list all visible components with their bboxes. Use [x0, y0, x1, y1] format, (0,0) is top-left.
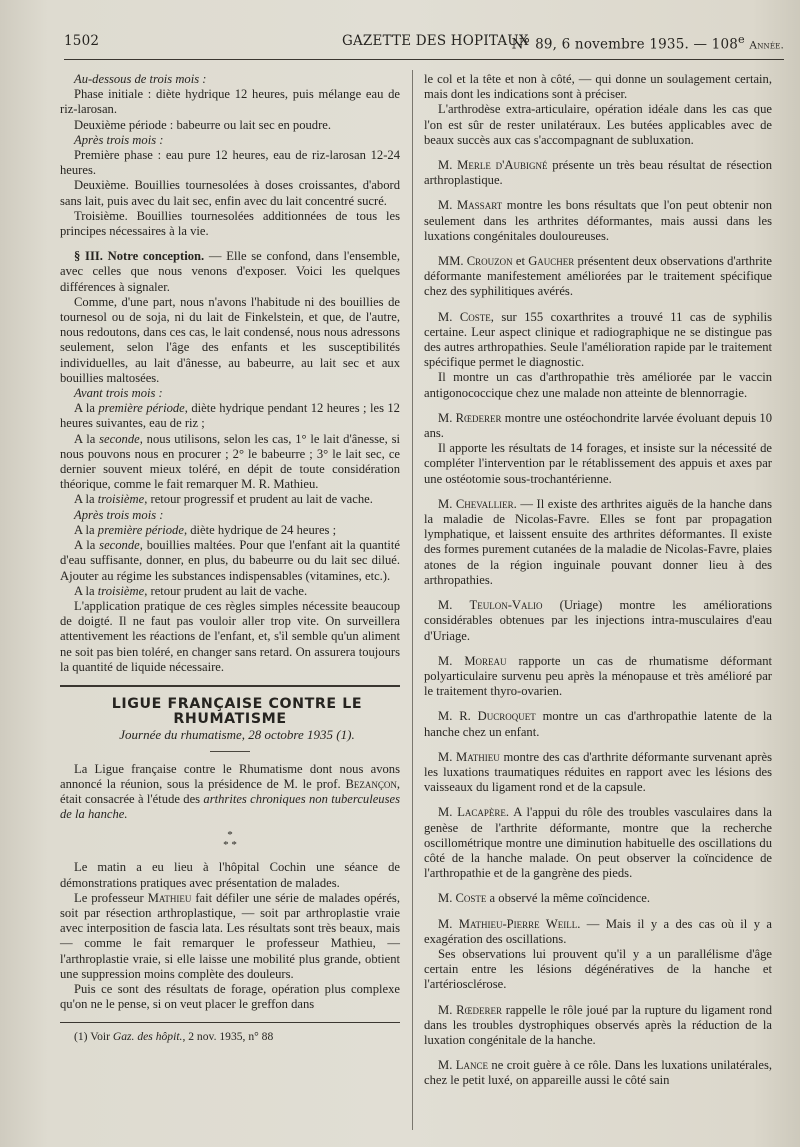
paragraph: Première phase : eau pure 12 heures, eau de riz-larosan 12-24 heures. — [60, 148, 400, 178]
paragraph: Au-dessous de trois mois : — [74, 72, 207, 86]
short-rule — [210, 751, 250, 752]
paragraph: Puis ce sont des résultats de forage, opération plus complexe qu'on ne le pense, si on veut placer le greffon dans — [60, 981, 400, 1012]
header-rule — [64, 59, 784, 60]
paragraph: Troisième. Bouillies tournesolées additionnées de tous les principes nécessaires à la vie. — [60, 208, 400, 239]
asterism: * * * — [223, 829, 237, 852]
footnote-rule — [60, 1022, 400, 1023]
paragraph: Avant trois mois : — [74, 386, 163, 401]
page-number: 1502 — [64, 33, 100, 49]
paragraph: Phase initiale : diète hydrique 12 heures, puis mélange eau de riz-larosan. — [60, 87, 400, 117]
paragraph: Il apporte les résultats de 14 forages, et insiste sur la nécessité de compléter l'intervention par le rétablissement des appuis et axes par une ostéotomie sous-trochantérienne. — [424, 441, 772, 486]
paragraph: Il montre un cas d'arthropathie très améliorée par le vaccin antigonococcique chez une malade non atteinte de blennorragie. — [424, 370, 772, 400]
paragraph: M. R. Ducroquet montre un cas d'arthropathie latente de la hanche chez un enfant. — [424, 709, 772, 739]
issue-info: N° 89, 6 novembre 1935. — 108e Année. — [511, 33, 784, 53]
paragraph: M. Lacapère. A l'appui du rôle des troubles vasculaires dans la genèse de l'arthrite déformante, montre que la recherche oscillométrique montre une diminution habituelle des oscillations du côté de la hanche malade. On peut observer la coïncidence de l'arthropathie et de la gangrène des pieds. — [424, 805, 772, 881]
journal-title: GAZETTE DES HOPITAUX — [342, 33, 529, 49]
paragraph: Après trois mois : — [74, 507, 164, 522]
paragraph: M. Moreau rapporte un cas de rhumatisme déformant polyarticulaire survenu peu après la ménopause et très amélioré par le traitement thyro-ovarien. — [424, 653, 772, 699]
paragraph: A la première période, diète hydrique pendant 12 heures ; les 12 heures suivantes, eau de riz ; — [60, 401, 400, 431]
paragraph: le col et la tête et non à côté, — qui donne un soulagement certain, mais dont les indications sont à préciser. — [424, 72, 772, 102]
paragraph: M. Rœderer montre une ostéochondrite larvée évoluant depuis 10 ans. — [424, 410, 772, 441]
paragraph: L'arthrodèse extra-articulaire, opération idéale dans les cas que l'on est sûr de rester unilatéraux. Les butées applicables avec de beaux succès aux cas s'accompagnant de subluxation. — [424, 102, 772, 147]
paragraph: A la première période, diète hydrique de 24 heures ; — [74, 522, 337, 537]
paragraph: Comme, d'une part, nous n'avons l'habitude ni des bouillies de tournesol ou de soja, ni du lait de Finkelstein, et que, de l'autre, nous redoutons, dans ces cas, le lait condensé, nous nous adressons seulement, selon l'âge des enfants et les susceptibilités individuelles, au lait d'ânesse, au babeurre, au lait sec et aux bouillies maltosées. — [60, 294, 400, 385]
paragraph: A la troisième, retour progressif et prudent au lait de vache. — [74, 492, 373, 507]
paragraph: Ses observations lui prouvent qu'il y a un parallélisme d'âge certain entre les lésions dégénératives de la hanche et l'artériosclérose. — [424, 946, 772, 992]
paragraph: M. Mathieu-Pierre Weill. — Mais il y a des cas où il y a exagération des oscillations. — [424, 916, 773, 946]
section-heading-paragraph: § III. Notre conception. — Elle se confond, dans l'ensemble, avec celles que nous venons d'exposer. Voici les quelques différences à signaler. — [60, 249, 400, 294]
paragraph: M. Merle d'Aubigné présente un très beau résultat de résection arthroplastique. — [424, 158, 773, 188]
paragraph: M. Chevallier. — Il existe des arthrites aiguës de la hanche dans la maladie de Nicolas-Favre. Elles se font par propagation lymphatique, et laissent ensuite des arthrites déformantes. Il existe des formes purement cutanées de la maladie de Nicolas-Favre, plaies atones de la région inguinale pouvant donner lieu à des arthropathies. — [424, 496, 772, 587]
section-subtitle: Journée du rhumatisme, 28 octobre 1935 (1). — [119, 727, 355, 743]
section-rule — [60, 685, 400, 687]
paragraph: M. Coste, sur 155 coxarthrites a trouvé 11 cas de syphilis certaine. Leur aspect clinique et radiographique ne se distingue pas des autres arthropathies. Seule l'amélioration rapide par le traitement spécifique permet le diagnostic. — [424, 309, 772, 370]
paragraph: L'application pratique de ces règles simples nécessite beaucoup de doigté. Il ne faut pas vouloir aller trop vite. On surveillera attentivement les réactions de l'enfant, et, s'il semble qu'un aliment ne soit pas bien toléré, en changer sans retard. On assurera toujours la quantité de liquide nécessaire. — [60, 598, 400, 674]
paragraph: Le matin a eu lieu à l'hôpital Cochin une séance de démonstrations pratiques avec présentation de malades. — [60, 860, 400, 890]
paragraph: La Ligue française contre le Rhumatisme dont nous avons annoncé la réunion, sous la présidence de M. le prof. Bezançon, était consacrée à l'étude des arthrites chroniques non tuberculeuses de la hanche. — [60, 761, 400, 822]
left-column — [60, 72, 400, 1045]
paragraph: M. Massart montre les bons résultats que l'on peut obtenir non seulement dans les arthrites déformantes, mais aussi dans les luxations congénitales douloureuses. — [424, 198, 772, 243]
page-header — [64, 33, 784, 55]
paragraph: Deuxième. Bouillies tournesolées à doses croissantes, d'abord sans lait, puis avec du lait sec, enfin avec du lait concentré sucré. — [60, 178, 400, 208]
paragraph: M. Coste a observé la même coïncidence. — [438, 891, 651, 906]
paragraph: Après trois mois : — [74, 132, 164, 147]
paragraph: M. Mathieu montre des cas d'arthrite déformante survenant après les luxations traumatiques réduites en rapport avec les lésions des vaisseaux du ligament rond et de la capsule. — [424, 749, 772, 795]
paragraph: M. Rœderer rappelle le rôle joué par la rupture du ligament rond dans les troubles dystrophiques observés après la réduction de la luxation congénitale de la hanche. — [424, 1002, 772, 1047]
paragraph: Deuxième période : babeurre ou lait sec en poudre. — [74, 117, 332, 132]
paragraph: M. Teulon-Valio (Uriage) montre les améliorations considérables obtenues par les injections intra-musculaires d'eau d'Uriage. — [424, 598, 772, 643]
paragraph: A la seconde, nous utilisons, selon les cas, 1° le lait d'ânesse, si nous pouvons nous en procurer ; 2° le babeurre ; 3° le lait sec, ce dernier souvent mieux toléré, en dépit de toute considération théorique, comme le fait remarquer M. R. Mathieu. — [60, 431, 400, 492]
footnote: (1) Voir Gaz. des hôpit., 2 nov. 1935, n° 88 — [74, 1030, 274, 1044]
paragraph: A la troisième, retour prudent au lait de vache. — [74, 583, 308, 598]
paragraph: A la seconde, bouillies maltées. Pour que l'enfant ait la quantité d'eau suffisante, donner, en plus, du babeurre ou du lait sec dilué. Ajouter au régime les substances indispensables (vitamines, etc.). — [60, 538, 400, 583]
paragraph: MM. Crouzon et Gaucher présentent deux observations d'arthrite déformante manifestement améliorées par le traitement spécifique chez des syphilitiques avérés. — [424, 254, 772, 299]
paragraph: M. Lance ne croit guère à ce rôle. Dans les luxations unilatérales, chez le petit luxé, on appareille aussi le côté sain — [424, 1058, 772, 1088]
right-column — [424, 72, 772, 1089]
section-title: LIGUE FRANÇAISE CONTRE LE RHUMATISME — [111, 695, 363, 728]
paragraph: Le professeur Mathieu fait défiler une série de malades opérés, soit par résection arthroplastique, — soit par arthroplastie vraie avec interposition de fascia lata. Les résultats sont très beaux, mais — comme le fait remarquer le professeur Mathieu, — l'arthroplastie vraie, si elle laisse une mobilité plus grande, obtient une suppression moins complète des douleurs. — [60, 890, 400, 981]
column-divider — [412, 70, 413, 1130]
